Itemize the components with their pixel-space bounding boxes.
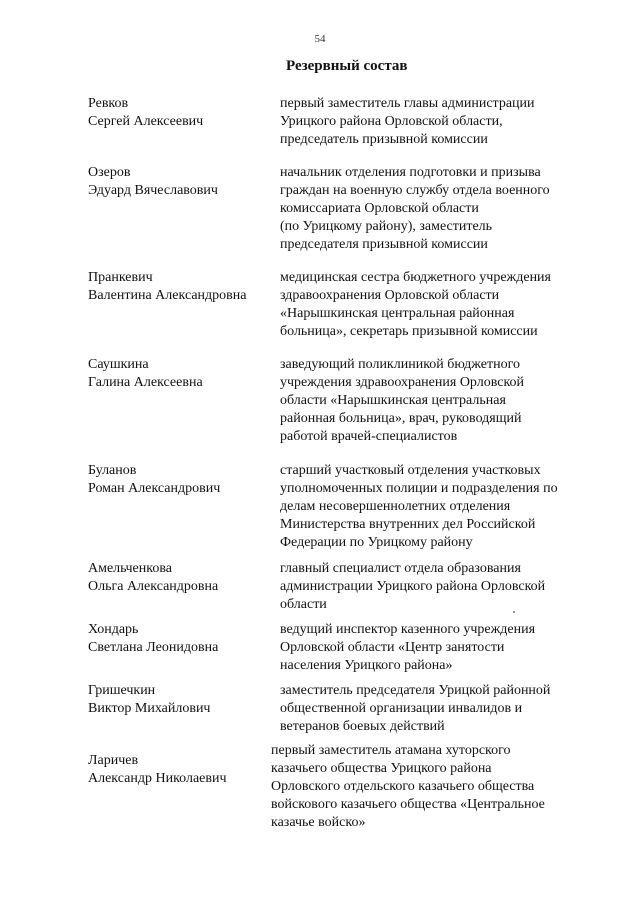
member-role: старший участковый отделения участковых уполномоченных полиции и подразделения по делам несовершеннолетних отделения Министерства внутренних дел Российской Федерации по Урицкому району (280, 463, 558, 550)
member-role: главный специалист отдела образования администрации Урицкого района Орловской области (280, 561, 546, 612)
member-role: ведущий инспектор казенного учреждения Орловской области «Центр занятости населения Урицкого района» (280, 622, 536, 673)
member-role: начальник отделения подготовки и призыва граждан на военную службу отдела военного комиссариата Орловской области (по Урицкому району), заместитель председателя призывной комиссии (280, 165, 550, 252)
member-name: Пранкевич Валентина Александровна (88, 270, 247, 303)
member-name: Буланов Роман Александрович (88, 463, 221, 496)
page-number: 54 (314, 33, 326, 45)
page-title: Резервный состав (286, 58, 408, 74)
member-name: Гришечкин Виктор Михайлович (88, 683, 211, 716)
member-name: Ревков Сергей Алексеевич (88, 96, 204, 129)
member-name: Озеров Эдуард Вячеславович (88, 165, 218, 198)
member-name: Саушкина Галина Алексеевна (88, 357, 203, 390)
member-name: Ларичев Александр Николаевич (88, 753, 227, 786)
member-role: первый заместитель главы администрации Урицкого района Орловской области, председатель призывной комиссии (280, 96, 535, 147)
member-role: заместитель председателя Урицкой районной общественной организации инвалидов и ветеранов боевых действий (280, 683, 551, 734)
member-role: медицинская сестра бюджетного учреждения здравоохранения Орловской области «Нарышкинская центральная районная больница», секретарь призывной комиссии (280, 270, 551, 339)
member-role: первый заместитель атамана хуторского казачьего общества Урицкого района Орловского отдельского казачьего общества войскового казачьего общества «Центральное казачье войско» (271, 743, 545, 830)
member-name: Хондарь Светлана Леонидовна (88, 622, 219, 655)
member-name: Амельченкова Ольга Александровна (88, 561, 219, 594)
scan-speck (513, 611, 515, 613)
member-role: заведующий поликлиникой бюджетного учреждения здравоохранения Орловской области «Нарышкинская центральная районная больница», врач, руководящий работой врачей-специалистов (280, 357, 525, 444)
